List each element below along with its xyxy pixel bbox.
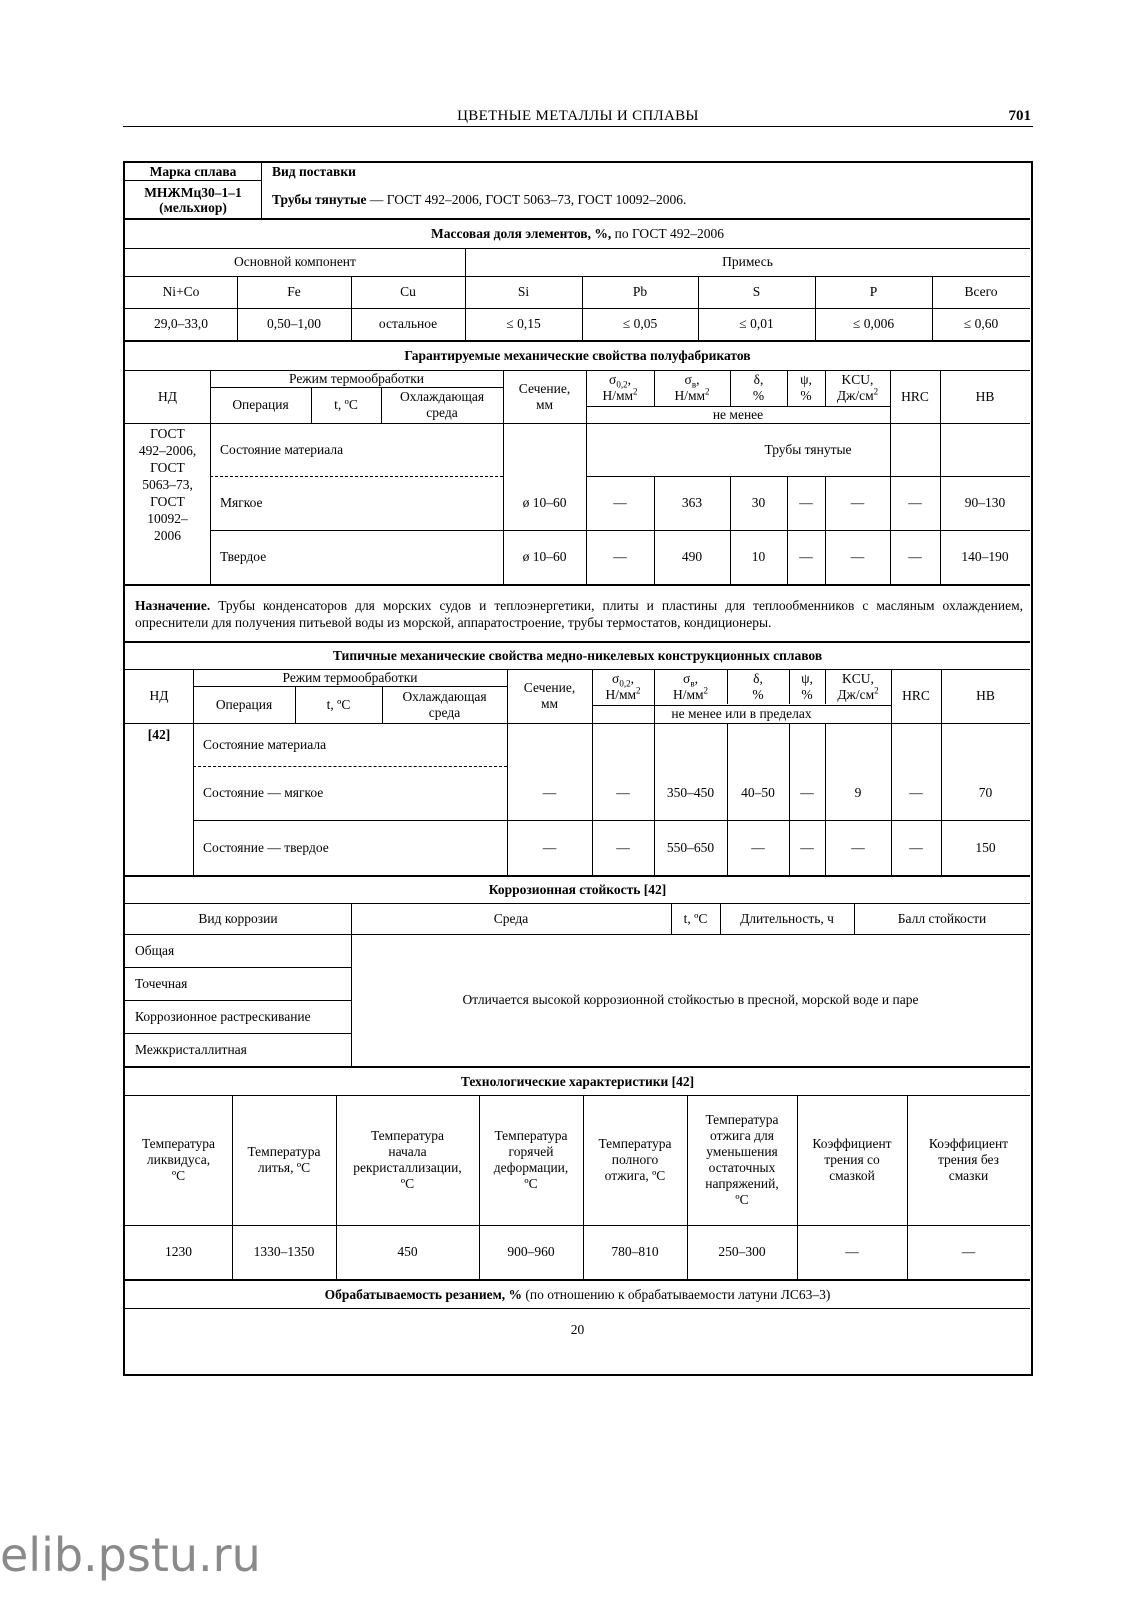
- g-header-hb: HB: [975, 388, 995, 404]
- g-row1-psi: —: [799, 495, 813, 510]
- g-nd-standards: ГОСТ 492–2006, ГОСТ 5063–73, ГОСТ 10092– 2006: [138, 426, 197, 543]
- comp-header-pb: Pb: [632, 284, 648, 299]
- g-header-operation: Операция: [232, 397, 289, 412]
- corrosion-title: Коррозионная стойкость [42]: [488, 882, 667, 897]
- t-row2-hb: 150: [975, 839, 996, 855]
- g-product-label: Трубы тянутые: [764, 441, 852, 457]
- tech-title: Технологические характеристики [42]: [460, 1073, 695, 1089]
- t-header-hb: HB: [976, 688, 995, 703]
- g-row1-kcu: —: [850, 495, 865, 510]
- corr-header-type: Вид коррозии: [198, 910, 278, 926]
- t-row2-hrc: —: [909, 839, 923, 855]
- tech-value-stress-relief: 250–300: [718, 1244, 766, 1259]
- g-header-delta: δ, %: [752, 372, 765, 403]
- t-row1-hb: 70: [978, 785, 993, 800]
- t-header-temp: t, ºС: [326, 696, 351, 712]
- comp-header-p: P: [869, 284, 878, 299]
- g-row1-hb: 90–130: [964, 495, 1006, 510]
- tech-header-liquidus: Температура ликвидуса, ºС: [141, 1136, 216, 1183]
- running-title: ЦВЕТНЫЕ МЕТАЛЛЫ И СПЛАВЫ: [457, 108, 699, 124]
- t-header-heat-mode: Режим термообработки: [282, 669, 418, 685]
- g-header-sigma02: $\sigma_{0,2}$, $Н/мм^2$: [602, 372, 638, 403]
- t-header-sigmav: $\sigma_в$, $Н/мм^2$: [672, 671, 709, 702]
- comp-value-si: ≤ 0,15: [506, 316, 541, 331]
- t-header-delta: δ, %: [752, 671, 764, 702]
- tech-value-liquidus: 1230: [165, 1244, 192, 1259]
- g-row2-sv: 490: [681, 549, 703, 564]
- guaranteed-title: Гарантируемые механические свойства полуфабрикатов: [404, 348, 751, 363]
- tech-value-friction-lubricated: —: [845, 1244, 859, 1259]
- comp-value-cu: остальное: [378, 316, 438, 331]
- t-row2-sv: 550–650: [666, 839, 715, 855]
- comp-value-total: ≤ 0,60: [963, 316, 999, 331]
- comp-value-s: ≤ 0,01: [739, 316, 774, 331]
- supply-text: Трубы тянутые — ГОСТ 492–2006, ГОСТ 5063–73, ГОСТ 10092–2006.: [272, 191, 687, 207]
- t-row2-psi: —: [800, 839, 814, 855]
- corr-header-score: Балл стойкости: [897, 910, 987, 926]
- source-watermark: elib.pstu.ru: [0, 1528, 261, 1582]
- comp-header-nico: Ni+Co: [162, 284, 200, 299]
- tech-value-friction-dry: —: [961, 1244, 976, 1259]
- impurity-header: Примесь: [722, 254, 773, 269]
- g-row2-hb: 140–190: [961, 549, 1009, 564]
- comp-header-si: Si: [517, 284, 530, 299]
- supply-label: Вид поставки: [272, 163, 356, 179]
- g-header-psi: ψ, %: [800, 372, 812, 403]
- t-header-section: Сечение, мм: [523, 680, 576, 711]
- tech-header-full-annealing: Температура полного отжига, ºС: [598, 1136, 672, 1183]
- t-row1-sv: 350–450: [666, 785, 715, 800]
- tech-header-friction-dry: Коэффициент трения без смазки: [928, 1136, 1009, 1183]
- t-state-label: Состояние материала: [203, 737, 327, 752]
- g-header-hrc: HRC: [901, 388, 929, 404]
- tech-header-friction-lubricated: Коэффициент трения со смазкой: [812, 1136, 892, 1183]
- comp-header-total: Всего: [964, 284, 998, 299]
- comp-value-pb: ≤ 0,05: [622, 316, 658, 331]
- g-row1-state: Мягкое: [220, 495, 263, 510]
- g-header-min: не менее: [712, 406, 764, 422]
- g-row2-hrc: —: [908, 549, 922, 564]
- t-header-nd: НД: [149, 688, 169, 703]
- purpose-paragraph: Назначение. Трубы конденсаторов для морских судов и теплоэнергетики, плиты и пластины для теплообменников с масляным охлаждением, опреснители для получения питьевой воды из морской, аппаратостроение, трубы термостатов, кондиционеры.: [135, 598, 1023, 630]
- g-header-heat-mode: Режим термообработки: [288, 370, 424, 386]
- alloy-datasheet: [123, 161, 1033, 1376]
- g-row1-section: ø 10–60: [522, 495, 567, 510]
- tech-header-recrystallization: Температура начала рекристаллизации, ºС: [353, 1128, 462, 1191]
- t-header-operation: Операция: [215, 696, 273, 712]
- comp-value-p: ≤ 0,006: [852, 316, 895, 331]
- tech-value-full-annealing: 780–810: [611, 1244, 659, 1259]
- g-row2-state: Твердое: [220, 549, 267, 564]
- t-nd-reference: [42]: [147, 727, 171, 742]
- corr-header-temp: t, ºС: [683, 910, 708, 926]
- g-row1-s02: —: [613, 495, 627, 510]
- page-number: 701: [1008, 108, 1031, 124]
- g-row1-hrc: —: [908, 495, 922, 510]
- t-row1-state: Состояние — мягкое: [203, 785, 324, 800]
- t-header-hrc: HRC: [902, 688, 930, 703]
- corr-type-pitting: Точечная: [135, 975, 188, 991]
- corr-header-medium: Среда: [493, 910, 529, 926]
- g-header-kcu: KCU, $Дж/см^2$: [836, 372, 879, 403]
- g-header-section: Сечение, мм: [518, 380, 571, 412]
- t-row2-s02: —: [616, 839, 630, 855]
- machinability-title: Обрабатываемость резанием, % (по отношению к обрабатываемости латуни ЛС63–3): [324, 1286, 831, 1302]
- comp-header-cu: Cu: [400, 284, 416, 299]
- t-header-psi: ψ, %: [801, 671, 813, 702]
- tech-value-hot-deformation: 900–960: [507, 1244, 555, 1259]
- g-header-temp: t, ºС: [334, 397, 358, 412]
- main-component-header: Основной компонент: [234, 254, 356, 269]
- t-header-cooling: Охлаждающая среда: [402, 688, 487, 720]
- g-row1-delta: 30: [751, 495, 766, 510]
- g-row2-s02: —: [613, 549, 627, 564]
- g-row2-section: ø 10–60: [522, 549, 567, 564]
- comp-value-nico: 29,0–33,0: [154, 316, 208, 331]
- t-row2-state: Состояние — твердое: [203, 839, 329, 855]
- tech-value-recrystallization: 450: [397, 1244, 418, 1259]
- composition-title: Массовая доля элементов, %, по ГОСТ 492–2006: [431, 226, 724, 241]
- tech-header-stress-relief: Температура отжига для уменьшения остаточных напряжений, ºС: [705, 1112, 779, 1207]
- g-state-label: Состояние материала: [220, 442, 344, 457]
- typical-title: Типичные механические свойства медно-никелевых конструкционных сплавов: [332, 648, 823, 663]
- corr-type-stress-cracking: Коррозионное растрескивание: [135, 1008, 311, 1024]
- corr-header-duration: Длительность, ч: [740, 910, 834, 926]
- grade-label: Марка сплава: [149, 163, 237, 179]
- t-row1-psi: —: [800, 785, 814, 800]
- t-row1-kcu: 9: [854, 785, 862, 800]
- g-header-nd: НД: [158, 388, 177, 404]
- g-header-cooling: Охлаждающая среда: [399, 389, 485, 420]
- comp-header-fe: Fe: [287, 284, 301, 299]
- t-header-range: не менее или в пределах: [671, 706, 812, 721]
- t-row2-kcu: —: [851, 839, 865, 855]
- g-row2-delta: 10: [751, 549, 766, 564]
- t-row1-hrc: —: [909, 785, 923, 800]
- t-row1-section: —: [542, 785, 557, 800]
- g-row2-kcu: —: [850, 549, 865, 564]
- g-row1-sv: 363: [681, 495, 703, 510]
- machinability-value: 20: [570, 1322, 585, 1337]
- t-row2-delta: —: [751, 839, 765, 855]
- grade-value: МНЖМц30–1–1 (мельхиор): [144, 184, 242, 215]
- running-header: [123, 104, 1033, 127]
- tech-value-casting: 1330–1350: [253, 1244, 315, 1259]
- g-header-sigmav: $\sigma_в$, $Н/мм^2$: [674, 372, 710, 403]
- g-row2-psi: —: [799, 549, 813, 564]
- corr-type-intergranular: Межкристаллитная: [135, 1041, 247, 1057]
- corr-note: Отличается высокой коррозионной стойкостью в пресной, морской воде и паре: [462, 992, 919, 1007]
- t-header-sigma02: $\sigma_{0,2}$, $Н/мм^2$: [605, 671, 641, 702]
- t-row1-s02: —: [616, 785, 630, 800]
- tech-header-casting: Температура литья, ºС: [247, 1144, 321, 1175]
- comp-value-fe: 0,50–1,00: [267, 316, 321, 331]
- t-row1-delta: 40–50: [741, 785, 775, 800]
- tech-header-hot-deformation: Температура горячей деформации, ºС: [493, 1128, 569, 1191]
- comp-header-s: S: [752, 284, 761, 299]
- corr-type-general: Общая: [135, 942, 175, 958]
- t-header-kcu: KCU, $Дж/см^2$: [837, 671, 879, 702]
- t-row2-section: —: [542, 839, 557, 855]
